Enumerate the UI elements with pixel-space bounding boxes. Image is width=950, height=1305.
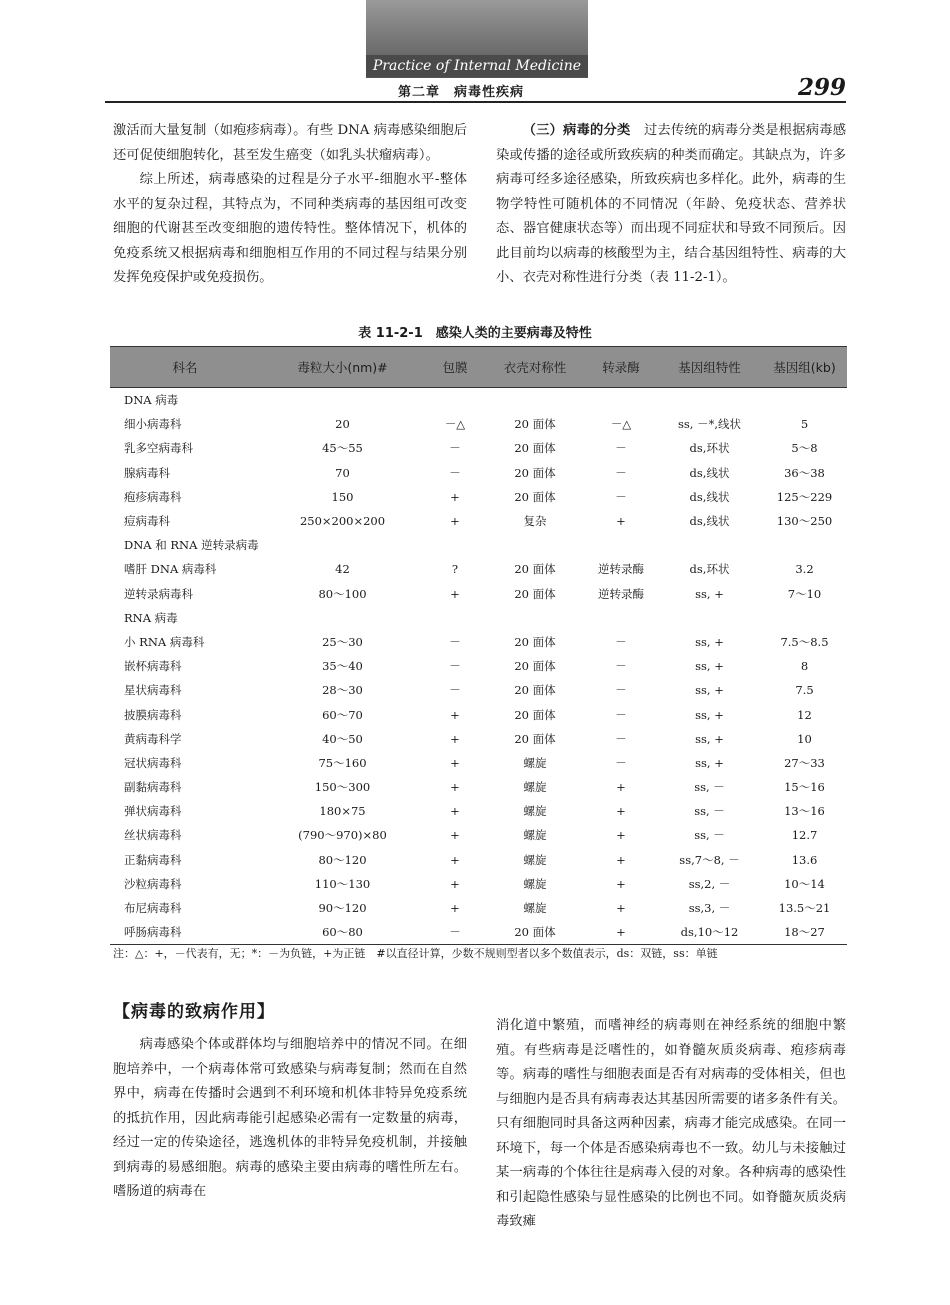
table-cell: 12.7 bbox=[791, 828, 818, 843]
table-cell: 螺旋 bbox=[523, 828, 547, 843]
table-cell: 黄病毒科学 bbox=[124, 731, 182, 746]
table-cell: 正黏病毒科 bbox=[124, 852, 182, 867]
table-cell: + bbox=[450, 828, 460, 843]
header-envelope: 包膜 bbox=[425, 347, 485, 388]
table-cell: + bbox=[616, 852, 626, 867]
table-cell: 嵌杯病毒科 bbox=[124, 659, 182, 674]
table-cell: － bbox=[449, 683, 461, 698]
table-row bbox=[110, 872, 847, 896]
left-column-bottom bbox=[113, 1033, 467, 1205]
table-cell: 250×200×200 bbox=[299, 514, 386, 529]
table-cell: ds,环状 bbox=[689, 562, 730, 577]
table-cell: 20 面体 bbox=[514, 634, 556, 649]
table-cell: 80～120 bbox=[318, 852, 367, 867]
table-cell: 披膜病毒科 bbox=[124, 707, 182, 722]
table-cell: ss, + bbox=[695, 586, 724, 601]
table-row bbox=[110, 654, 847, 678]
table-cell: 80～100 bbox=[318, 586, 367, 601]
table-cell: 20 面体 bbox=[485, 920, 585, 945]
table-cell: + bbox=[616, 780, 626, 795]
table-cell: 弹状病毒科 bbox=[124, 804, 182, 819]
page-number: 299 bbox=[797, 74, 846, 101]
table-cell: (790～970)×80 bbox=[298, 828, 387, 843]
table-cell: 12 bbox=[797, 707, 812, 722]
table-row bbox=[110, 751, 847, 775]
table-row bbox=[110, 509, 847, 533]
table-cell: ss, － bbox=[694, 780, 725, 795]
table-row bbox=[110, 799, 847, 823]
table-row bbox=[110, 896, 847, 920]
table-cell: 25～30 bbox=[322, 634, 363, 649]
table-cell: ss, － bbox=[694, 804, 725, 819]
table-cell: 20 面体 bbox=[514, 417, 556, 432]
table-cell: － bbox=[615, 731, 627, 746]
table-cell: ds,线状 bbox=[689, 514, 730, 529]
table-cell: 7～10 bbox=[787, 586, 822, 601]
table-cell: 60～70 bbox=[322, 707, 363, 722]
table-cell: 复杂 bbox=[523, 514, 547, 529]
left-column-top bbox=[113, 119, 467, 291]
table-row bbox=[110, 702, 847, 726]
header-genome-type: 基因组特性 bbox=[657, 347, 762, 388]
table-row bbox=[110, 848, 847, 872]
table-cell: ss, －*,线状 bbox=[677, 417, 742, 432]
table-cell: ds,环状 bbox=[689, 441, 730, 456]
table-row bbox=[110, 775, 847, 799]
table-cell: 75～160 bbox=[318, 755, 367, 770]
table-cell: 丝状病毒科 bbox=[124, 828, 182, 843]
table-cell: 40～50 bbox=[322, 731, 363, 746]
table-cell: 27～33 bbox=[784, 755, 825, 770]
group-label: DNA 和 RNA 逆转录病毒 bbox=[124, 538, 259, 553]
table-cell: + bbox=[450, 514, 460, 529]
header-transcriptase: 转录酶 bbox=[585, 347, 657, 388]
table-cell: 嗜肝 DNA 病毒科 bbox=[124, 562, 217, 577]
table-cell: 130～250 bbox=[776, 514, 833, 529]
table-cell: 13.6 bbox=[791, 852, 818, 867]
table-cell: 45～55 bbox=[322, 441, 363, 456]
table-cell: ss,7～8, － bbox=[679, 852, 740, 867]
table-cell: ss, + bbox=[695, 634, 724, 649]
table-cell: ds,线状 bbox=[689, 465, 730, 480]
table-cell: + bbox=[616, 828, 626, 843]
table-cell: 8 bbox=[800, 659, 809, 674]
table-cell: 腺病毒科 bbox=[124, 465, 170, 480]
table-cell: 180×75 bbox=[319, 804, 366, 819]
table-cell: － bbox=[615, 659, 627, 674]
table-cell: － bbox=[615, 707, 627, 722]
table-cell: 20 面体 bbox=[514, 441, 556, 456]
section-heading: 【病毒的致病作用】 bbox=[113, 1002, 275, 1022]
table-cell: + bbox=[450, 901, 460, 916]
paragraph: 消化道中繁殖，而嗜神经的病毒则在神经系统的细胞中繁殖。有些病毒是泛嗜性的，如脊髓灰质炎病毒、疱疹病毒等。病毒的嗜性与细胞表面是否有对病毒的受体相关，但也与细胞内是否具有病毒表达其基因所需要的诸多条件有关。只有细胞同时具备这两种因素，病毒才能完成感染。在同一环境下，每一个体是否感染病毒也不一致。幼儿与未接触过某一病毒的个体往往是病毒入侵的对象。各种病毒的感染性和引起隐性感染与显性感染的比例也不同。如脊髓灰质炎病毒致瘫 bbox=[496, 1018, 846, 1229]
table-cell: ss, + bbox=[695, 731, 724, 746]
table-cell: － bbox=[615, 489, 627, 504]
table-cell: ss,2, － bbox=[688, 876, 731, 891]
table-group-row bbox=[110, 606, 847, 630]
virus-table bbox=[110, 346, 847, 945]
table-cell: － bbox=[615, 441, 627, 456]
header-rule bbox=[105, 101, 846, 103]
table-cell: － bbox=[615, 465, 627, 480]
table-cell: － bbox=[615, 634, 627, 649]
table-cell: + bbox=[450, 586, 460, 601]
table-cell: 呼肠病毒科 bbox=[110, 920, 260, 945]
table-cell: 小 RNA 病毒科 bbox=[124, 634, 205, 649]
table-cell: + bbox=[585, 920, 657, 945]
table-cell: ss, + bbox=[695, 755, 724, 770]
table-cell: 螺旋 bbox=[523, 852, 547, 867]
classification-subheading: （三）病毒的分类 bbox=[522, 123, 631, 138]
header-size: 毒粒大小(nm)# bbox=[260, 347, 425, 388]
table-cell: 20 面体 bbox=[514, 659, 556, 674]
table-cell: 20 面体 bbox=[514, 586, 556, 601]
table-cell: ss,3, － bbox=[688, 901, 731, 916]
table-cell: －△ bbox=[610, 417, 632, 432]
table-cell: 18～27 bbox=[762, 920, 847, 945]
table-note: 注：△：+，－代表有，无；*：－为负链，+为正链 #以直径计算，少数不规则型者以多个数值表示，ds：双链，ss：单链 bbox=[113, 947, 718, 960]
table-row bbox=[110, 920, 847, 945]
group-label: RNA 病毒 bbox=[124, 610, 178, 625]
table-cell: 7.5 bbox=[795, 683, 814, 698]
table-cell: 20 面体 bbox=[514, 465, 556, 480]
table-cell: 10 bbox=[797, 731, 812, 746]
table-row bbox=[110, 485, 847, 509]
table-cell: + bbox=[616, 876, 626, 891]
table-cell: 150～300 bbox=[314, 780, 371, 795]
table-cell: ss, + bbox=[695, 683, 724, 698]
table-cell: 28～30 bbox=[322, 683, 363, 698]
table-cell: ds,线状 bbox=[689, 489, 730, 504]
table-cell: + bbox=[450, 731, 460, 746]
table-cell: 螺旋 bbox=[523, 780, 547, 795]
table-cell: 螺旋 bbox=[523, 876, 547, 891]
classification-paragraph bbox=[496, 119, 846, 291]
table-cell: 细小病毒科 bbox=[124, 417, 182, 432]
table-row bbox=[110, 461, 847, 485]
table-cell: 乳多空病毒科 bbox=[124, 441, 193, 456]
right-column-top bbox=[496, 119, 846, 291]
table-cell: + bbox=[450, 755, 460, 770]
table-cell: 疱疹病毒科 bbox=[124, 489, 182, 504]
table-cell: 35～40 bbox=[322, 659, 363, 674]
table-cell: 螺旋 bbox=[523, 901, 547, 916]
table-cell: 痘病毒科 bbox=[124, 514, 170, 529]
table-cell: 20 bbox=[335, 417, 350, 432]
table-row bbox=[110, 630, 847, 654]
table-row bbox=[110, 582, 847, 606]
table-row bbox=[110, 727, 847, 751]
header-family: 科名 bbox=[110, 347, 260, 388]
table-cell: 15～16 bbox=[784, 780, 825, 795]
table-cell: + bbox=[450, 707, 460, 722]
header-symmetry: 衣壳对称性 bbox=[485, 347, 585, 388]
table-cell: 60～80 bbox=[260, 920, 425, 945]
table-row bbox=[110, 557, 847, 581]
table-cell: 13.5～21 bbox=[778, 901, 831, 916]
table-cell: 螺旋 bbox=[523, 755, 547, 770]
table-cell: － bbox=[615, 755, 627, 770]
table-cell: 20 面体 bbox=[514, 731, 556, 746]
paragraph: 病毒感染个体或群体均与细胞培养中的情况不同。在细胞培养中，一个病毒体常可致感染与病毒复制；然而在自然界中，病毒在传播时会遇到不利环境和机体非特异免疫系统的抵抗作用，因此病毒能引起感染必需有一定数量的病毒，经过一定的传染途径，逃逸机体的非特异免疫机制，并接触到病毒的易感细胞。病毒的感染主要由病毒的嗜性所左右。嗜肠道的病毒在 bbox=[113, 1037, 467, 1199]
chapter-title: 第二章 病毒性疾病 bbox=[398, 85, 525, 100]
table-cell: 星状病毒科 bbox=[124, 683, 182, 698]
table-cell: 36～38 bbox=[784, 465, 825, 480]
table-cell: 螺旋 bbox=[523, 804, 547, 819]
table-cell: 布尼病毒科 bbox=[124, 901, 182, 916]
table-row bbox=[110, 823, 847, 847]
table-cell: + bbox=[450, 780, 460, 795]
table-group-row bbox=[110, 388, 847, 413]
table-header-row bbox=[110, 347, 847, 388]
table-cell: + bbox=[450, 489, 460, 504]
table-cell: ss, + bbox=[695, 707, 724, 722]
table-cell: 42 bbox=[335, 562, 350, 577]
table-cell: － bbox=[449, 441, 461, 456]
table-group-row bbox=[110, 533, 847, 557]
paragraph: 激活而大量复制（如疱疹病毒）。有些 DNA 病毒感染细胞后还可促使细胞转化，甚至发生癌变（如乳头状瘤病毒）。 bbox=[113, 123, 467, 163]
table-cell: 110～130 bbox=[314, 876, 371, 891]
table-row bbox=[110, 436, 847, 460]
table-row bbox=[110, 412, 847, 436]
classification-text: 过去传统的病毒分类是根据病毒感染或传播的途径或所致疾病的种类而确定。其缺点为，许多病毒可经多途径感染，所致疾病也多样化。此外，病毒的生物学特性可随机体的不同情况（年龄、免疫状态、营养状态、器官健康状态等）而出现不同症状和导致不同预后。因此目前均以病毒的核酸型为主，结合基因组特性、病毒的大小、衣壳对称性进行分类（表 11-2-1）。 bbox=[496, 123, 847, 285]
table-cell: 70 bbox=[335, 465, 350, 480]
table-cell: 逆转录酶 bbox=[598, 562, 644, 577]
table-cell: 150 bbox=[331, 489, 354, 504]
table-cell: － bbox=[449, 634, 461, 649]
table-caption: 表 11-2-1 感染人类的主要病毒及特性 bbox=[358, 326, 592, 341]
table-cell: + bbox=[450, 852, 460, 867]
table-cell: + bbox=[616, 901, 626, 916]
table-cell: 10～14 bbox=[784, 876, 825, 891]
table-body bbox=[110, 388, 847, 945]
table-cell: + bbox=[450, 804, 460, 819]
table-cell: + bbox=[616, 804, 626, 819]
table-cell: － bbox=[449, 465, 461, 480]
header-genome-size: 基因组(kb) bbox=[762, 347, 847, 388]
table-cell: 20 面体 bbox=[514, 707, 556, 722]
table-cell: 副黏病毒科 bbox=[124, 780, 182, 795]
table-cell: 5～8 bbox=[791, 441, 818, 456]
table-row bbox=[110, 678, 847, 702]
table-cell: 20 面体 bbox=[514, 489, 556, 504]
table-cell: 125～229 bbox=[776, 489, 833, 504]
table-cell: －△ bbox=[444, 417, 466, 432]
group-label: DNA 病毒 bbox=[124, 393, 179, 408]
paragraph: 综上所述，病毒感染的过程是分子水平-细胞水平-整体水平的复杂过程，其特点为，不同种类病毒的基因组可改变细胞的代谢甚至改变细胞的遗传特性。整体情况下，机体的免疫系统又根据病毒和细胞相互作用的不同过程与结果分别发挥免疫保护或免疫损伤。 bbox=[113, 172, 467, 285]
table-cell: 逆转录病毒科 bbox=[124, 586, 193, 601]
journal-title: Practice of Internal Medicine bbox=[366, 55, 588, 77]
table-cell: 5 bbox=[800, 417, 809, 432]
table-cell: ? bbox=[451, 562, 459, 577]
table-cell: － bbox=[449, 659, 461, 674]
right-column-bottom bbox=[496, 1014, 846, 1235]
table-cell: 逆转录酶 bbox=[598, 586, 644, 601]
table-cell: 20 面体 bbox=[514, 562, 556, 577]
table-cell: － bbox=[425, 920, 485, 945]
table-cell: － bbox=[615, 683, 627, 698]
table-cell: 沙粒病毒科 bbox=[124, 876, 182, 891]
table-cell: ss, + bbox=[695, 659, 724, 674]
table-cell: ss, － bbox=[694, 828, 725, 843]
table-cell: 3.2 bbox=[795, 562, 814, 577]
table-cell: 90～120 bbox=[318, 901, 367, 916]
table-cell: 20 面体 bbox=[514, 683, 556, 698]
table-cell: 冠状病毒科 bbox=[124, 755, 182, 770]
table-cell: + bbox=[450, 876, 460, 891]
table-cell: + bbox=[616, 514, 626, 529]
table-cell: 13～16 bbox=[784, 804, 825, 819]
table-cell: ds,10～12 bbox=[657, 920, 762, 945]
table-cell: 7.5～8.5 bbox=[780, 634, 829, 649]
